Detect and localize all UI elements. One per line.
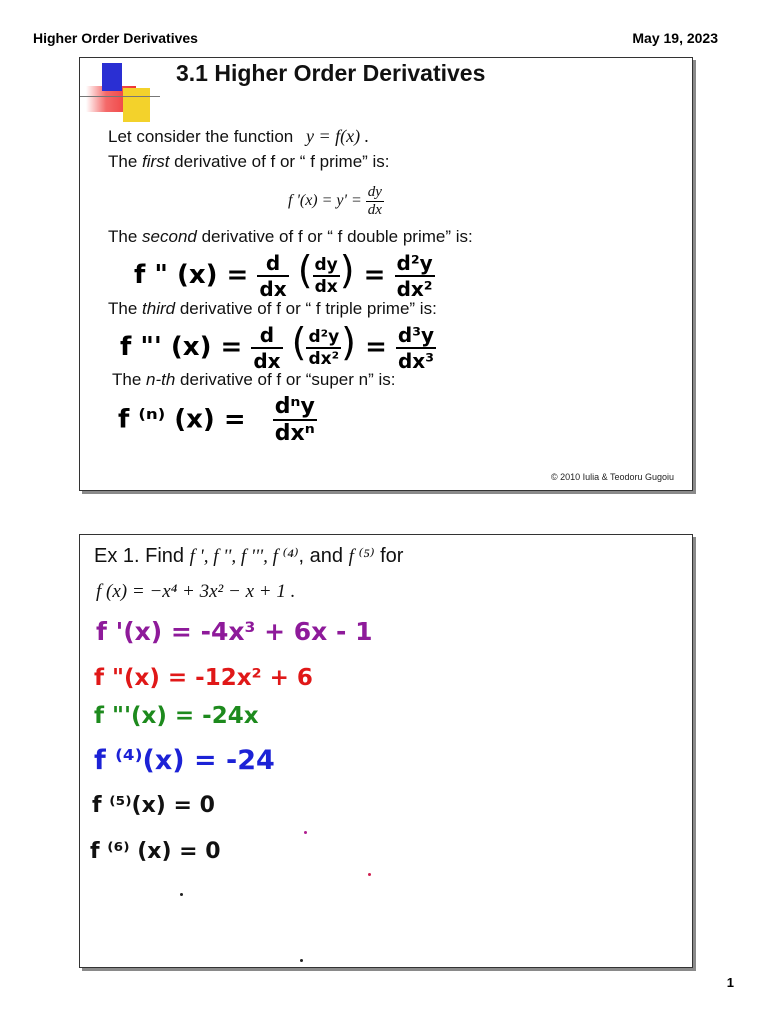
- document-header-title: Higher Order Derivatives: [33, 30, 198, 46]
- third-derivative-line: The third derivative of f or “ f triple prime” is:: [108, 299, 437, 318]
- slide-logo-decoration: [80, 58, 160, 128]
- first-derivative-line: The first derivative of f or “ f prime” is:: [108, 152, 390, 171]
- answer-third-derivative: f "'(x) = -24x: [94, 703, 259, 729]
- ink-dot: [304, 831, 307, 834]
- intro-line: Let consider the function y = f(x) .: [108, 126, 370, 146]
- answer-sixth-derivative: f ⁽⁶⁾ (x) = 0: [90, 839, 221, 864]
- answer-second-derivative: f "(x) = -12x² + 6: [94, 665, 313, 691]
- document-header-date: May 19, 2023: [632, 30, 718, 46]
- second-derivative-handwritten: f " (x) = $\frac{d}{dx}$ ( $\frac{dy}{dx}$ ) = $\frac{\text{d²y}}{\text{dx²}}$: [134, 248, 433, 301]
- third-derivative-handwritten: f "' (x) = $\frac{d}{dx}$ ( $\frac{\text{d²y}}{\text{dx²}}$ ) = $\frac{\text{d³y}}{\text{dx³}}$: [120, 320, 435, 373]
- ink-dot: [300, 959, 303, 962]
- example-title: Ex 1. Find f ', f '', f ''', f ⁽⁴⁾, and f ⁽⁵⁾ for: [94, 545, 404, 567]
- slide-higher-order-derivatives: [79, 57, 693, 491]
- answer-fifth-derivative: f ⁽⁵⁾(x) = 0: [92, 793, 215, 818]
- example-function: f (x) = −x⁴ + 3x² − x + 1 .: [96, 581, 296, 602]
- second-derivative-line: The second derivative of f or “ f double prime” is:: [108, 227, 473, 246]
- slide-title: 3.1 Higher Order Derivatives: [176, 60, 486, 86]
- nth-derivative-handwritten: f ⁽ⁿ⁾ (x) = $\frac{\text{dⁿy}}{\text{dxⁿ}}$: [118, 394, 315, 446]
- ink-dot: [180, 893, 183, 896]
- nth-derivative-line: The n-th derivative of f or “super n” is:: [112, 370, 396, 389]
- copyright-notice: © 2010 Iulia & Teodoru Gugoiu: [550, 472, 674, 482]
- first-derivative-formula: f '(x) = y' = $\frac{dy}{dx}$: [288, 184, 382, 218]
- ink-dot: [368, 873, 371, 876]
- slide-example-1: [79, 534, 693, 968]
- answer-fourth-derivative: f ⁽⁴⁾(x) = -24: [94, 745, 275, 776]
- answer-first-derivative: f '(x) = -4x³ + 6x - 1: [96, 617, 373, 646]
- page-number: 1: [726, 975, 734, 990]
